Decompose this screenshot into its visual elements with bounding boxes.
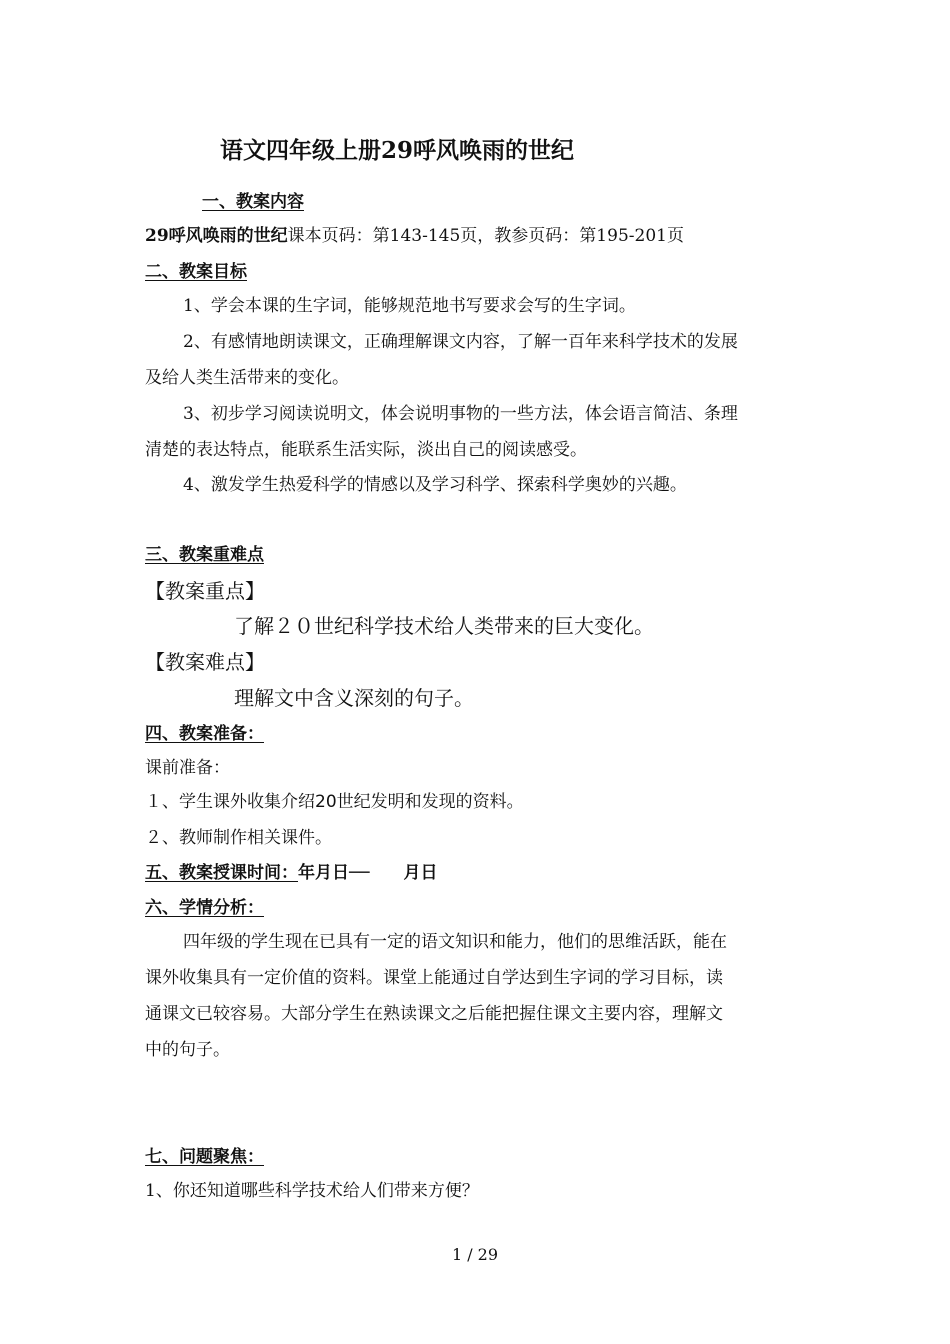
analysis-line: 四年级的学生现在已具有一定的语文知识和能力，他们的思维活跃，能在 (183, 932, 727, 952)
difficult-point-text: 理解文中含义深刻的句子。 (234, 686, 474, 710)
goal-line: 3、初步学习阅读说明文，体会说明事物的一些方法，体会语言简洁、条理 (183, 404, 738, 424)
section-5-line (145, 861, 437, 885)
preparation-item: １、学生课外收集介绍20世纪发明和发现的资料。 (145, 792, 524, 812)
difficult-point-label: 【教案难点】 (145, 650, 265, 674)
analysis-line: 通课文已较容易。大部分学生在熟读课文之后能把握住课文主要内容，理解文 (145, 1004, 723, 1024)
question-1: 1、你还知道哪些科学技术给人们带来方便？ (145, 1181, 479, 1201)
section-7-heading: 七、问题聚焦： (145, 1147, 264, 1167)
analysis-line: 中的句子。 (145, 1040, 230, 1060)
section-6-heading: 六、学情分析： (145, 898, 264, 918)
section-2-heading: 二、教案目标 (145, 262, 247, 282)
document-title: 语文四年级上册29呼风唤雨的世纪 (220, 137, 575, 164)
preparation-label: 课前准备： (145, 758, 230, 778)
analysis-line: 课外收集具有一定价值的资料。课堂上能通过自学达到生字词的学习目标，读 (145, 968, 723, 988)
section-4-heading: 四、教案准备： (145, 724, 264, 744)
goal-line: 1、学会本课的生字词，能够规范地书写要求会写的生字词。 (183, 296, 636, 316)
teaching-time: 年月日── 月日 (298, 863, 438, 883)
lesson-info (145, 224, 684, 248)
lesson-pages: 课本页码：第143-145页，教参页码：第195-201页 (287, 226, 684, 246)
goal-line: 清楚的表达特点，能联系生活实际，淡出自己的阅读感受。 (145, 440, 587, 460)
section-5-heading: 五、教案授课时间： (145, 863, 298, 883)
key-point-label: 【教案重点】 (145, 579, 265, 603)
goal-line: 4、激发学生热爱科学的情感以及学习科学、探索科学奥妙的兴趣。 (183, 475, 687, 495)
page-number: 1 / 29 (451, 1245, 499, 1264)
section-3-heading: 三、教案重难点 (145, 545, 264, 565)
lesson-name: 29呼风唤雨的世纪 (145, 226, 288, 246)
key-point-text: 了解２０世纪科学技术给人类带来的巨大变化。 (234, 614, 654, 638)
goal-line: 2、有感情地朗读课文，正确理解课文内容，了解一百年来科学技术的发展 (183, 332, 738, 352)
section-1-heading: 一、教案内容 (202, 192, 304, 212)
goal-line: 及给人类生活带来的变化。 (145, 368, 349, 388)
preparation-item: ２、教师制作相关课件。 (145, 828, 332, 848)
